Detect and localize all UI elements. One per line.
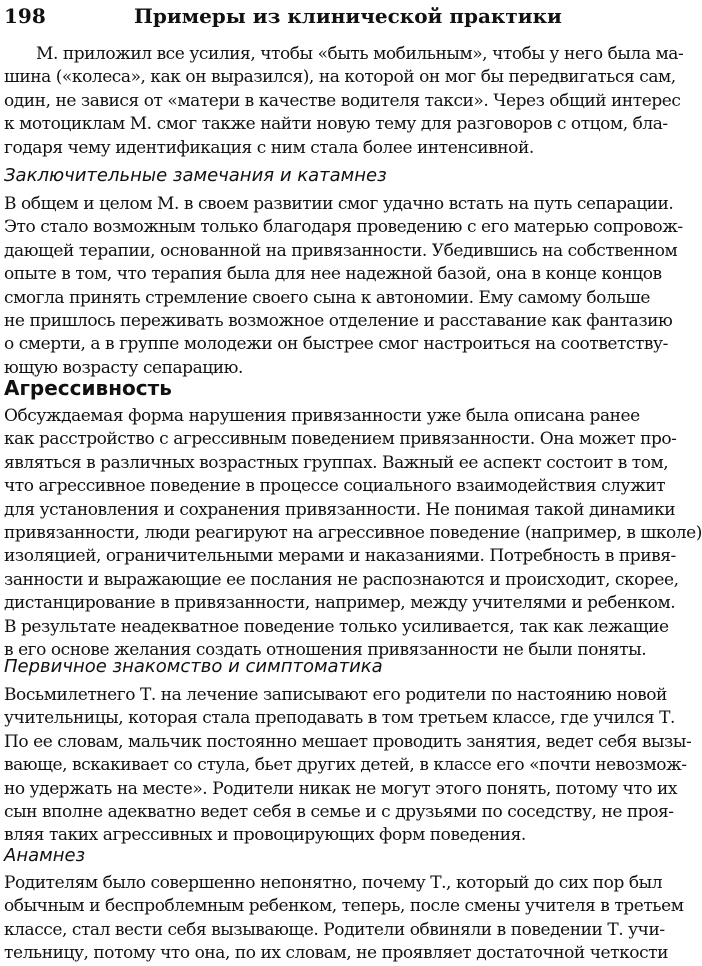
subheading-first-acquaintance: Первичное знакомство и симптоматика [4,656,383,677]
text-line: привязанности, люди реагируют на агрессивное поведение (например, в школе) [4,522,702,543]
page-header [4,2,616,30]
text-line: занности и выражающие ее послания не распознаются и происходит, скорее, [4,569,679,590]
text-line: что агрессивное поведение в процессе социального взаимодействия служит [4,476,666,497]
text-line: обычным и беспроблемным ребенком, теперь, после смены учителя в третьем [4,896,684,917]
text-line: как расстройство с агрессивным поведением привязанности. Она может про- [4,429,677,450]
text-line: к мотоциклам М. смог также найти новую тему для разговоров с отцом, бла- [4,114,668,135]
text-line: один, не завися от «матери в качестве водителя такси». Через общий интерес [4,90,681,111]
text-line: дающей терапии, основанной на привязанности. Убедившись на собственном [4,240,678,261]
text-line: Родителям было совершенно непонятно, почему Т., который до сих пор был [4,873,663,893]
text-line: годаря чему идентификация с ним стала более интенсивной. [4,137,534,158]
text-line: изоляцией, ограничительными мерами и наказаниями. Потребность в привя- [4,546,676,567]
text-line: не пришлось переживать возможное отделение и расставание как фантазию [4,310,673,331]
text-line: учительницы, которая стала преподавать в том третьем классе, где учился Т. [4,708,675,729]
text-line: Обсуждаемая форма нарушения привязанности уже была описана ранее [4,406,640,426]
text-line: шина («колеса», как он выразился), на которой он мог бы передвигаться сам, [4,67,676,88]
paragraph-anamnesis [4,872,684,966]
text-line: классе, стал вести себя вызывающе. Родители обвиняли в поведении Т. учи- [4,919,665,940]
text-line: сын вполне адекватно ведет себя в семье и с друзьями по соседству, не проя- [4,801,674,822]
subheading-anamnesis: Анамнез [4,845,86,866]
text-line: В общем и целом М. в своем развитии смог удачно встать на путь сепарации. [4,194,674,214]
text-line: вляя таких агрессивных и провоцирующих форм поведения. [4,825,526,846]
text-line: но удержать на месте». Родители никак не могут этого понять, потому что их [4,778,677,799]
text-line: о смерти, а в группе молодежи он быстрее смог настроиться на соответству- [4,334,668,355]
paragraph-symptoms [4,684,692,848]
text-line: Восьмилетнего Т. на лечение записывают его родители по настоянию новой [4,685,667,705]
running-title: Примеры из клинической практики [134,4,562,28]
paragraph-mobility [4,43,684,160]
text-line: в его основе желания создать отношения привязанности не были поняты. [4,639,647,660]
text-line: Это стало возможным только благодаря проведению с его матерью сопровож- [4,217,683,238]
text-line: М. приложил все усилия, чтобы «быть мобильным», чтобы у него была ма- [36,44,684,64]
text-line: тельницу, потому что она, по их словам, не проявляет достаточной четкости [4,943,668,964]
subheading-concluding-remarks: Заключительные замечания и катамнез [4,165,387,186]
text-line: вающе, вскакивает со стула, бьет других детей, в классе его «почти невозмож- [4,755,687,776]
text-line: дистанцирование в привязанности, например, между учителями и ребенком. [4,593,676,614]
text-line: опыте в том, что терапия была для нее надежной базой, она в конце концов [4,264,662,285]
text-line: для установления и сохранения привязанности. Не понимая такой динамики [4,499,676,520]
section-heading-aggression: Агрессивность [4,376,172,400]
paragraph-aggression [4,405,702,662]
text-line: смогла принять стремление своего сына к автономии. Ему самому больше [4,287,651,308]
text-line: являться в различных возрастных группах. Важный ее аспект состоит в том, [4,452,669,473]
text-line: По ее словам, мальчик постоянно мешает проводить занятия, ведет себя вызы- [4,731,692,752]
page-number: 198 [4,4,46,28]
paragraph-conclusion [4,193,683,380]
text-line: В результате неадекватное поведение только усиливается, так как лежащие [4,616,669,637]
text-line: ющую возрасту сепарацию. [4,357,243,378]
